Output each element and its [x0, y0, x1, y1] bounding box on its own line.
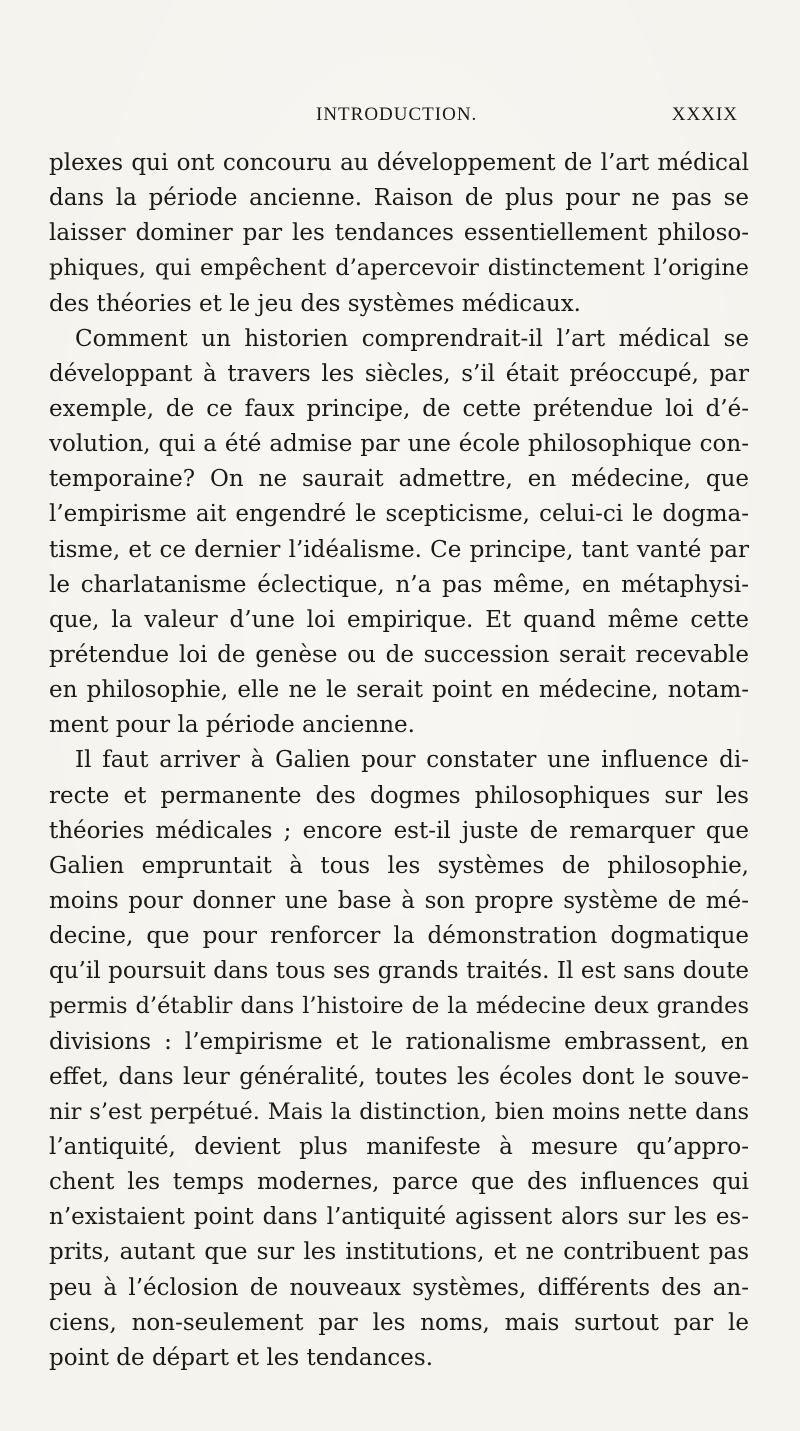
text-line: le charlatanisme éclectique, n’a pas même, en métaphysi- [49, 571, 749, 598]
text-line: développant à travers les siècles, s’il était préoccupé, par [49, 360, 749, 387]
text-line: laisser dominer par les tendances essentiellement philoso- [49, 220, 749, 247]
text-line: en philosophie, elle ne le serait point en médecine, notam- [49, 677, 749, 704]
text-line: effet, dans leur généralité, toutes les écoles dont le souve- [49, 1063, 749, 1090]
text-line: l’antiquité, devient plus manifeste à mesure qu’appro- [49, 1133, 749, 1160]
text-line: que, la valeur d’une loi empirique. Et quand même cette [49, 606, 749, 633]
text-line: moins pour donner une base à son propre système de mé- [49, 887, 749, 914]
text-line: tisme, et ce dernier l’idéalisme. Ce principe, tant vanté par [49, 536, 749, 563]
text-line: ment pour la période ancienne. [49, 712, 415, 739]
text-line: plexes qui ont concouru au développement de l’art médical [49, 150, 749, 176]
text-line: nir s’est perpétué. Mais la distinction, bien moins nette dans [49, 1098, 749, 1125]
text-line: volution, qui a été admise par une école philosophique con- [49, 431, 749, 458]
text-line: l’empirisme ait engendré le scepticisme, celui-ci le dogma- [49, 501, 749, 528]
text-line: permis d’établir dans l’histoire de la médecine deux grandes [49, 993, 749, 1020]
text-line: peu à l’éclosion de nouveaux systèmes, différents des an- [49, 1274, 749, 1301]
body-text [49, 146, 749, 1376]
text-line: Galien empruntait à tous les systèmes de philosophie, [49, 852, 749, 879]
text-line: dans la période ancienne. Raison de plus pour ne pas se [49, 185, 749, 212]
text-line: chent les temps modernes, parce que des influences qui [49, 1169, 749, 1196]
text-line: temporaine? On ne saurait admettre, en médecine, que [49, 466, 749, 493]
text-line: recte et permanente des dogmes philosophiques sur les [49, 782, 749, 809]
page-number: XXXIX [671, 104, 738, 125]
text-line: phiques, qui empêchent d’apercevoir distinctement l’origine [49, 255, 749, 282]
text-line: ciens, non-seulement par les noms, mais surtout par le [49, 1309, 749, 1336]
text-line: n’existaient point dans l’antiquité agissent alors sur les es- [49, 1204, 749, 1231]
text-line: prits, autant que sur les institutions, et ne contribuent pas [49, 1239, 749, 1266]
text-line: point de départ et les tendances. [49, 1344, 434, 1371]
text-line: decine, que pour renforcer la démonstration dogmatique [49, 923, 749, 950]
running-title: INTRODUCTION. [316, 104, 478, 125]
text-line: des théories et le jeu des systèmes médicaux. [49, 290, 581, 317]
text-line: Il faut arriver à Galien pour constater une influence di- [75, 747, 749, 774]
page-header [48, 104, 738, 134]
text-line: divisions : l’empirisme et le rationalisme embrassent, en [49, 1028, 749, 1055]
text-line: Comment un historien comprendrait-il l’art médical se [75, 325, 749, 352]
text-line: prétendue loi de genèse ou de succession serait recevable [49, 641, 749, 668]
text-line: théories médicales ; encore est-il juste de remarquer que [49, 817, 749, 844]
text-line: qu’il poursuit dans tous ses grands traités. Il est sans doute [49, 958, 749, 985]
text-line: exemple, de ce faux principe, de cette prétendue loi d’é- [49, 395, 749, 422]
